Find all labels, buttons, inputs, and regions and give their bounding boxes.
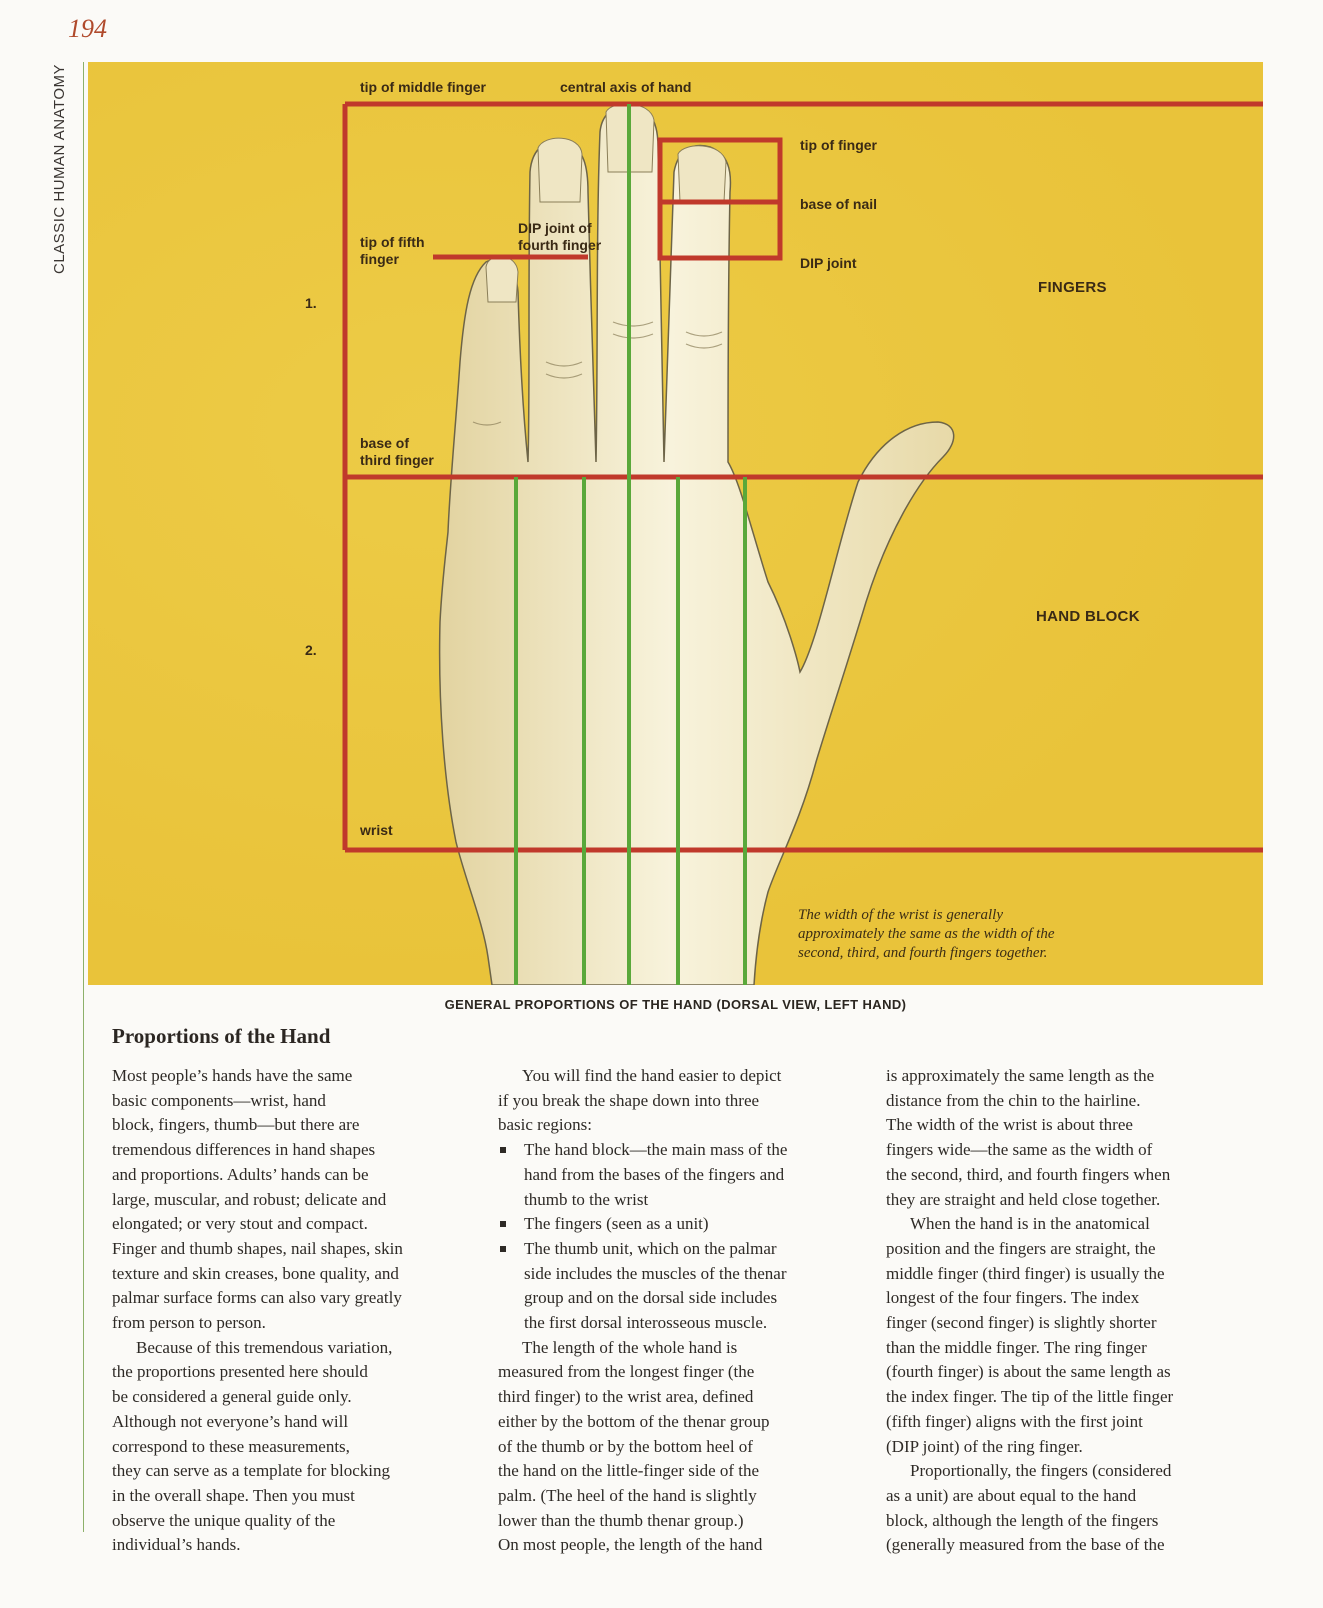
text-line: the hand on the little-finger side of the (498, 1461, 760, 1481)
text-column-1 (112, 1064, 462, 1558)
text-line: they can serve as a template for blocking (112, 1461, 391, 1481)
text-line: On most people, the length of the hand (498, 1535, 763, 1555)
text-line: group and on the dorsal side includes (524, 1288, 778, 1308)
label-tip-fifth-finger (360, 234, 425, 268)
text-line: distance from the chin to the hairline. (886, 1090, 1141, 1110)
text-line: correspond to these measurements, (112, 1436, 350, 1456)
hand-proportions-figure (88, 62, 1263, 985)
marker-2: 2. (305, 642, 317, 658)
figure-note-line1: The width of the wrist is generally (798, 907, 1003, 923)
text-line: fingers wide—the same as the width of (886, 1140, 1153, 1160)
text-line: (generally measured from the base of the (886, 1535, 1165, 1555)
text-line: Although not everyone’s hand will (112, 1411, 349, 1431)
label-central-axis: central axis of hand (560, 79, 692, 95)
running-head-text: CLASSIC HUMAN ANATOMY (51, 64, 68, 274)
section-heading: Proportions of the Hand (112, 1024, 331, 1048)
label-base-third-line2: third finger (360, 452, 434, 468)
text-line: tremendous differences in hand shapes (112, 1140, 376, 1160)
figure-note-line3: second, third, and fourth fingers together. (798, 945, 1048, 961)
text-line: as a unit) are about equal to the hand (886, 1485, 1137, 1505)
text-line: Because of this tremendous variation, (136, 1337, 393, 1357)
text-line: block, fingers, thumb—but there are (112, 1115, 360, 1135)
text-column-3 (886, 1064, 1236, 1558)
text-line: Most people’s hands have the same (112, 1066, 353, 1085)
list-item (498, 1212, 843, 1237)
text-line: The hand block—the main mass of the (524, 1140, 788, 1160)
text-line: position and the fingers are straight, the (886, 1238, 1156, 1258)
text-line: palmar surface forms can also vary greatly (112, 1288, 402, 1308)
label-wrist: wrist (360, 822, 393, 838)
text-line: hand from the bases of the fingers and (524, 1164, 785, 1184)
text-line: and proportions. Adults’ hands can be (112, 1164, 369, 1184)
figure-caption: GENERAL PROPORTIONS OF THE HAND (DORSAL VIEW, LEFT HAND) (444, 997, 907, 1012)
list-item (498, 1237, 843, 1336)
text-line: is approximately the same length as the (886, 1066, 1155, 1085)
text-line: middle finger (third finger) is usually the (886, 1263, 1165, 1283)
label-tip-of-finger: tip of finger (800, 137, 877, 153)
text-line: the proportions presented here should (112, 1362, 368, 1382)
label-dip-fourth-line1: DIP joint of (518, 220, 592, 236)
label-base-third-finger (360, 435, 434, 469)
text-line: third finger) to the wrist area, defined (498, 1387, 754, 1407)
text-line: finger (second finger) is slightly shorter (886, 1313, 1157, 1333)
text-line: The length of the whole hand is (522, 1337, 738, 1357)
text-line: large, muscular, and robust; delicate and (112, 1189, 387, 1209)
text-line: measured from the longest finger (the (498, 1362, 755, 1382)
text-line: (fourth finger) is about the same length as (886, 1362, 1171, 1382)
text-line: thumb to the wrist (524, 1189, 649, 1209)
text-line: You will find the hand easier to depict (522, 1066, 782, 1085)
list-item (498, 1138, 843, 1212)
text-line: longest of the four fingers. The index (886, 1288, 1140, 1308)
text-line: (fifth finger) aligns with the first joint (886, 1411, 1143, 1431)
text-line: of the thumb or by the bottom heel of (498, 1436, 753, 1456)
text-line: When the hand is in the anatomical (910, 1214, 1150, 1234)
text-line: (DIP joint) of the ring finger. (886, 1436, 1083, 1456)
label-dip-fourth-finger (518, 220, 601, 254)
marker-1: 1. (305, 295, 317, 311)
text-line: observe the unique quality of the (112, 1510, 336, 1530)
text-line: texture and skin creases, bone quality, and (112, 1263, 399, 1283)
label-hand-block-region: HAND BLOCK (1036, 608, 1140, 625)
margin-rule (83, 62, 84, 1532)
label-tip-middle-finger: tip of middle finger (360, 79, 486, 95)
text-line: the second, third, and fourth fingers when (886, 1164, 1171, 1184)
label-tip-fifth-line1: tip of fifth (360, 234, 425, 250)
text-line: The thumb unit, which on the palmar (524, 1238, 777, 1258)
text-line: in the overall shape. Then you must (112, 1485, 355, 1505)
label-tip-fifth-line2: finger (360, 251, 399, 267)
text-line: elongated; or very stout and compact. (112, 1214, 368, 1234)
regions-list (498, 1138, 843, 1336)
text-line: the index finger. The tip of the little finger (886, 1387, 1174, 1407)
text-line: if you break the shape down into three (498, 1090, 760, 1110)
label-base-of-nail: base of nail (800, 196, 878, 212)
text-line: than the middle finger. The ring finger (886, 1337, 1147, 1357)
figure-note (798, 906, 1098, 963)
text-line: The width of the wrist is about three (886, 1115, 1133, 1135)
text-line: side includes the muscles of the thenar (524, 1263, 787, 1283)
label-dip-fourth-line2: fourth finger (518, 237, 602, 253)
running-head (50, 60, 76, 274)
text-line: the first dorsal interosseous muscle. (524, 1313, 768, 1333)
text-line: Proportionally, the fingers (considered (910, 1461, 1172, 1481)
text-line: palm. (The heel of the hand is slightly (498, 1485, 757, 1505)
label-base-third-line1: base of (360, 435, 410, 451)
text-line: be considered a general guide only. (112, 1387, 352, 1407)
text-line: from person to person. (112, 1313, 266, 1333)
text-line: basic components—wrist, hand (112, 1090, 326, 1110)
text-line: basic regions: (498, 1115, 592, 1135)
text-line: block, although the length of the fingers (886, 1510, 1159, 1530)
text-line: either by the bottom of the thenar group (498, 1411, 770, 1431)
text-line: they are straight and held close together. (886, 1189, 1161, 1209)
text-line: The fingers (seen as a unit) (524, 1214, 709, 1234)
text-line: lower than the thumb thenar group.) (498, 1510, 744, 1530)
text-column-2 (498, 1064, 843, 1558)
hand-illustration (88, 62, 1263, 985)
text-line: individual’s hands. (112, 1535, 241, 1555)
text-line: Finger and thumb shapes, nail shapes, skin (112, 1238, 403, 1258)
figure-note-line2: approximately the same as the width of the (798, 926, 1055, 942)
label-dip-joint: DIP joint (800, 255, 857, 271)
label-fingers-region: FINGERS (1038, 279, 1107, 296)
page-number: 194 (68, 14, 107, 43)
